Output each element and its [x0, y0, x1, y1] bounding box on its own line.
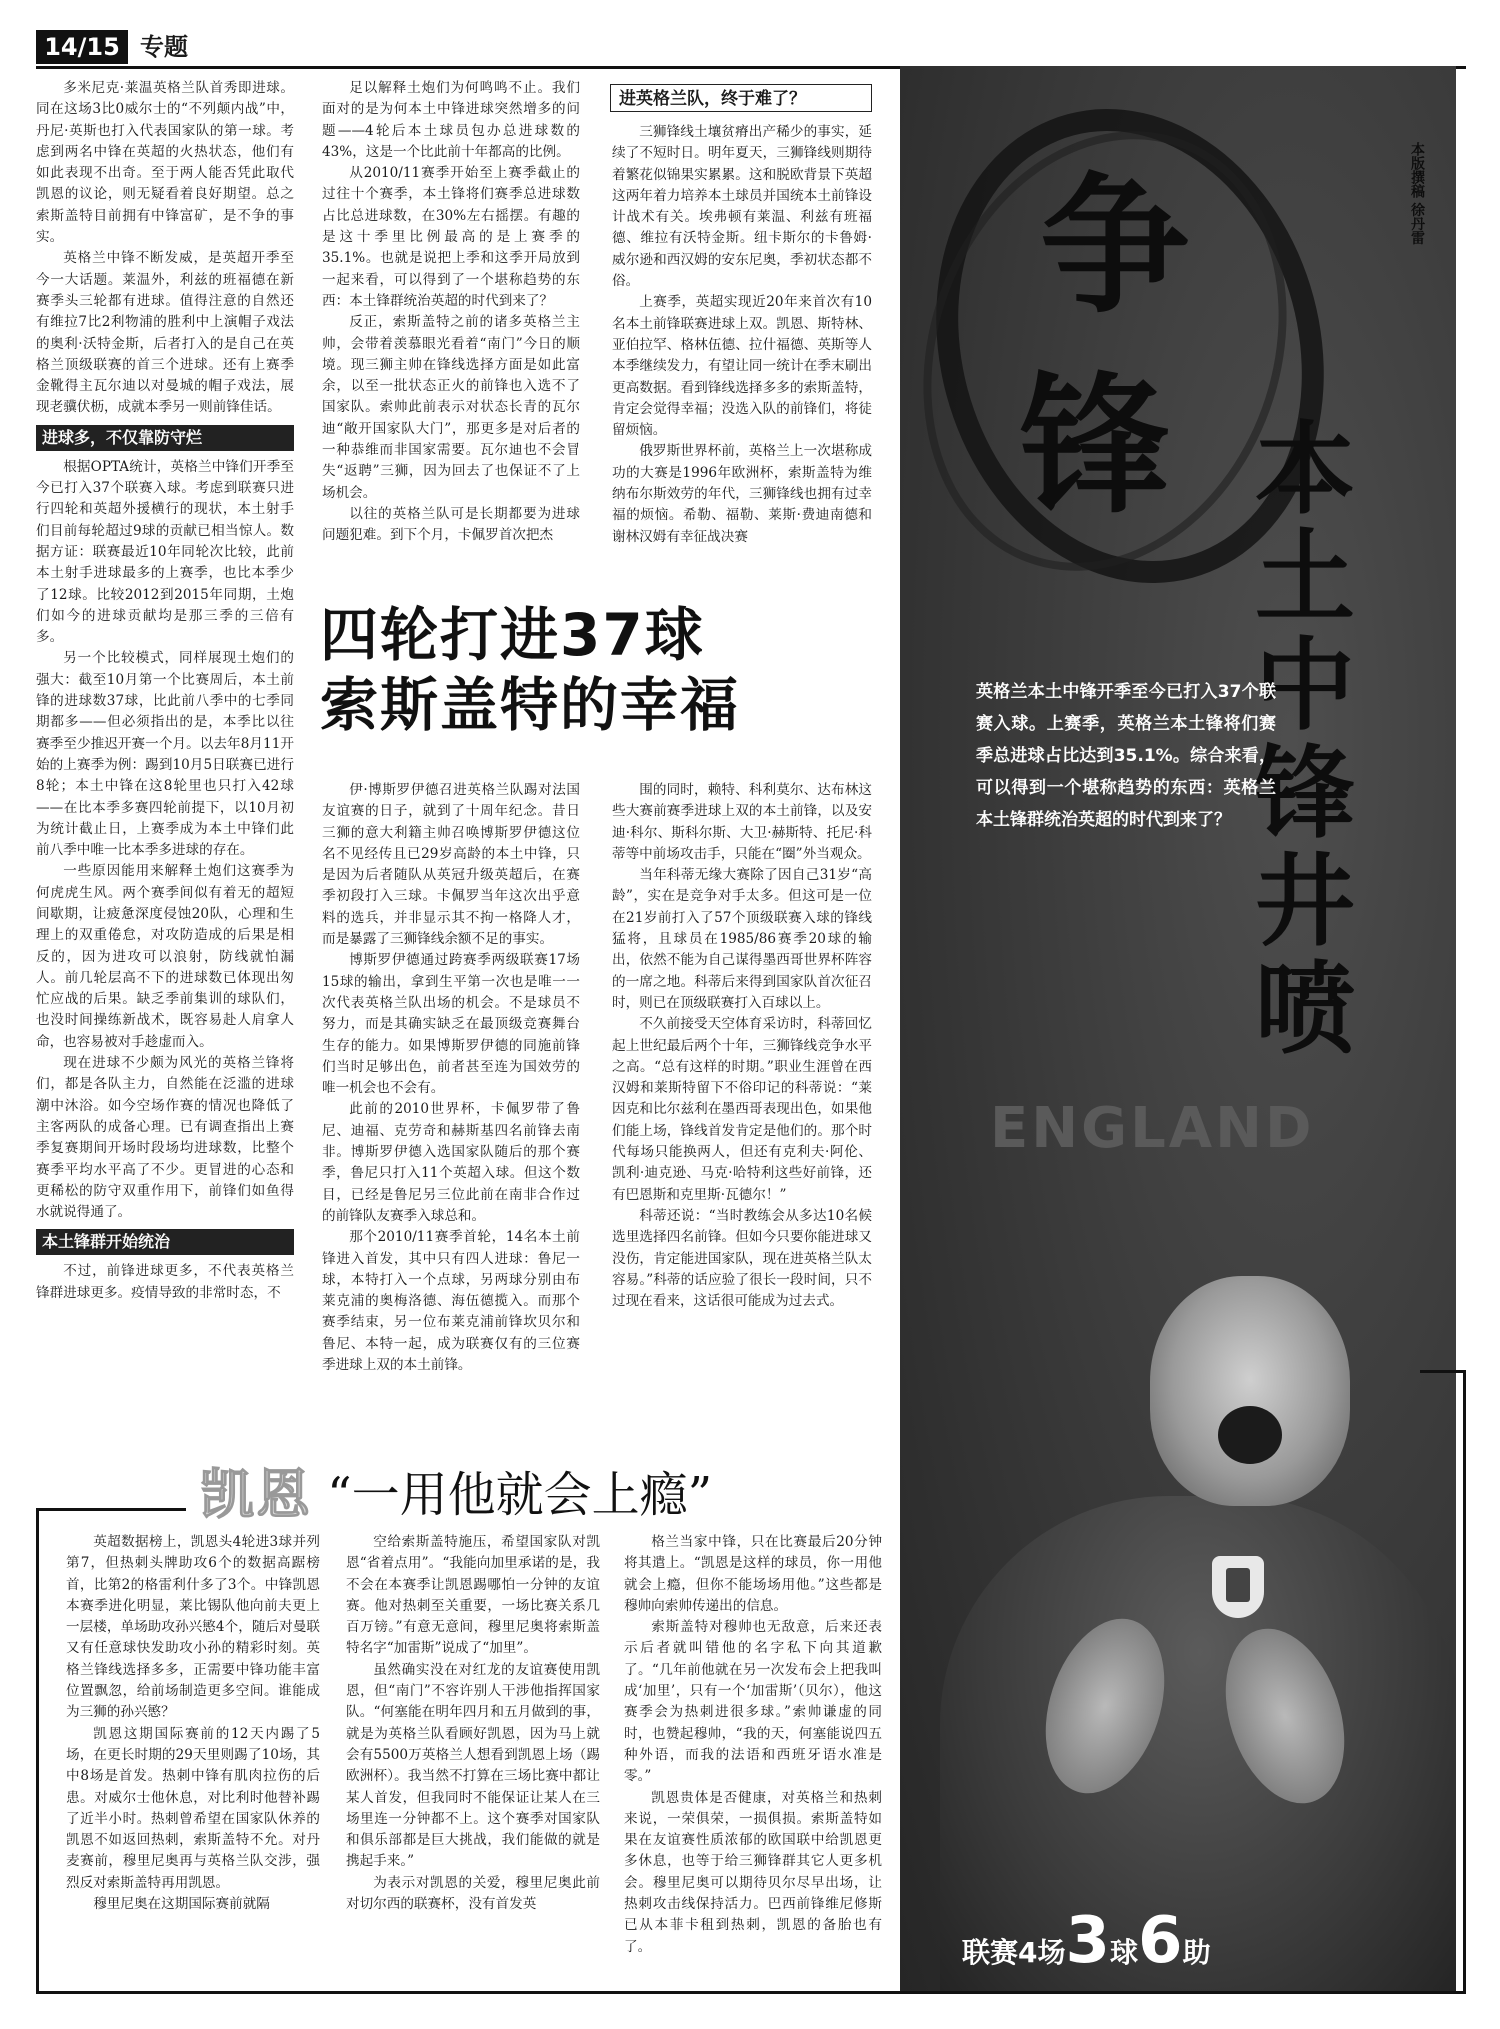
- article-column-4: [322, 780, 580, 1440]
- paragraph: 以往的英格兰队可是长期都要为进球问题犯难。到下个月，卡佩罗首次把杰: [322, 505, 580, 544]
- summary-text: 英格兰本土中锋开季至今已打入37个联赛入球。上赛季，英格兰本土锋将们赛季总进球占比达到35.1%。综合来看，可以得到一个堪称趋势的东西：英格兰本土锋群统治英超的时代到来了？: [976, 682, 1276, 830]
- paragraph: 足以解释土炮们为何鸣鸣不止。我们面对的是为何本土中锋进球突然增多的问题——4轮后本土球员包办总进球数的43%，这是一个比此前十年都高的比例。: [322, 80, 580, 160]
- vertical-title: 本土中锋井喷: [1255, 411, 1355, 1068]
- paragraph: 不过，前锋进球更多，不代表英格兰锋群进球更多。疫情导致的非常时态，不: [36, 1263, 294, 1301]
- feature-title-name: 凯恩: [200, 1463, 312, 1526]
- paragraph: 从2010/11赛季开始至上赛季截止的过往十个赛季，本土锋将们赛季总进球数占比总进球数，在30%左右摇摆。有趣的是这十季里比例最高的是上赛季的35.1%。也就是说把上季和这季开局放到一起来看，可以得到了一个堪称趋势的东西：本土锋群统治英超的时代到来了？: [322, 165, 580, 309]
- paragraph: 空给索斯盖特施压，希望国家队对凯恩“省着点用”。“我能向加里承诺的是，我不会在本赛季让凯恩踢哪怕一分钟的友谊赛。他对热刺至关重要，一场比赛关系几百万镑。”有意无意间，穆里尼奥将索斯盖特名字“加雷斯”说成了“加里”。: [346, 1534, 600, 1657]
- paragraph: 当年科蒂无缘大赛除了因自己31岁“高龄”，实在是竞争对手太多。但这可是一位在21岁前打入了57个顶级联赛入球的锋线猛将，且球员在1985/86赛季20球的输出，依然不能为自己谋得墨西哥世界杯阵容的一席之地。科蒂后来得到国家队首次征召时，则已在顶级联赛打入百球以上。: [612, 867, 872, 1011]
- player-head: [1150, 1276, 1350, 1506]
- paragraph: 穆里尼奥在这期国际赛前就隔: [93, 1896, 270, 1913]
- paragraph: 围的同时，赖特、科利莫尔、达布林这些大赛前赛季进球上双的本土前锋，以及安迪·科尔、斯科尔斯、大卫·赫斯特、托尼·科蒂等中前场攻击手，只能在“圈”外当观众。: [612, 782, 872, 862]
- page-header: [36, 30, 1466, 64]
- paragraph: 英超数据榜上，凯恩头4轮进3球并列第7，但热刺头牌助攻6个的数据高踞榜首，比第2的格雷利什多了3个。中锋凯恩本赛季进化明显，莱比锡队他向前夫更上一层楼，单场助攻孙兴慜4个，随后对曼联又有任意球快发助攻小孙的精彩时刻。英格兰锋线选择多多，正需要中锋功能丰富位置飘忽，给前场制造更多空间。谁能成为三狮的孙兴慜？: [66, 1534, 320, 1721]
- section-title: 专题: [140, 33, 188, 61]
- feature-frame: [36, 1508, 39, 1994]
- paragraph: 上赛季，英超实现近20年来首次有10名本土前锋联赛进球上双。凯恩、斯特林、亚伯拉罕、格林伍德、拉什福德、英斯等人本季继续发力，有望让同一统计在季末刷出更高数据。看到锋线选择多多的索斯盖特，肯定会觉得幸福；没选入队的前锋们，将徒留烦恼。: [612, 294, 872, 439]
- paragraph: 科蒂还说：“当时教练会从多达10名候选里选择四名前锋。但如今只要你能进球又没伤，肯定能进国家队，现在进英格兰队太容易。”科蒂的话应验了很长一段时间，只不过现在看来，这话很可能成为过去式。: [612, 1207, 872, 1310]
- feature-title-quote: “一用他就会上瘾”: [327, 1467, 713, 1523]
- stat-line: [962, 1904, 1211, 1978]
- paragraph: 一些原因能用来解释土炮们这赛季为何虎虎生风。两个赛季间似有着无的超短间歇期，让疲惫深度侵蚀20队，心理和生理上的双重倦怠，对攻防造成的后果是相反的，因为进攻可以浪射，防线就怕漏人。前几轮层高不下的进球数已体现出匆忙应战的后果。缺乏季前集训的球队们，也没时间操练新战术，既容易赴人肩拿人命，也容易被对手趁虚而入。: [36, 863, 294, 1050]
- title-char-2: 锋: [1020, 358, 1171, 534]
- paragraph: 为表示对凯恩的关爱，穆里尼奥此前对切尔西的联赛杯，没有首发英: [346, 1874, 600, 1913]
- article-column-3: [612, 122, 872, 586]
- paragraph: 博斯罗伊德通过跨赛季两级联赛17场15球的输出，拿到生平第一次也是唯一一次代表英格兰队出场的机会。不是球员不努力，而是其确实缺乏在最顶级竞赛舞台生存的能力。如果博斯罗伊德的同施前锋们当时足够出色，前者甚至连为国效劳的唯一机会也不会有。: [322, 952, 580, 1097]
- feature-column-1: [66, 1532, 320, 1984]
- paragraph: 根据OPTA统计，英格兰中锋们开季至今已打入37个联赛入球。考虑到联赛只进行四轮和英超外援横行的现状，本土射手们目前每轮超过9球的贡献已相当惊人。数据方证：联赛最近10年同轮次比较，此前本土射手进球最多的上赛季，也比本季少了12球。比较2012到2015年同期，土炮们如今的进球贡献均是那三季的三倍有多。: [36, 458, 294, 646]
- stat-assists-unit: 助: [1182, 1936, 1211, 1969]
- subheading: 进球多，不仅靠防守烂: [36, 425, 294, 451]
- feature-photo-panel: [900, 66, 1456, 1991]
- stat-goals: 3: [1065, 1904, 1111, 1978]
- feature-column-3: [624, 1532, 882, 1984]
- page-number: 14/15: [36, 30, 128, 64]
- feature-title: [200, 1452, 713, 1526]
- england-backdrop-text: ENGLAND: [990, 1096, 1315, 1161]
- feature-frame: [36, 1991, 1466, 1994]
- paragraph: 英格兰中锋不断发威，是英超开季至今一大话题。莱温外，利兹的班福德在新赛季头三轮都有进球。值得注意的自然还有维拉7比2利物浦的胜利中上演帽子戏法的奥利·沃特金斯，后者打入的是自己在英格兰顶级联赛的首三个进球。还有上赛季金靴得主瓦尔迪以对曼城的帽子戏法，展现老骥伏枥，成就本季另一则前锋佳话。: [36, 250, 294, 416]
- paragraph: 伊·博斯罗伊德召进英格兰队踢对法国友谊赛的日子，就到了十周年纪念。昔日三狮的意大利籍主帅召唤博斯罗伊德这位名不见经传且已29岁高龄的本土中锋，只是因为后者随队从英冠升级英超后，在赛季初段打入三球。卡佩罗当年这次出乎意料的选兵，并非显示其不拘一格降人才，而是暴露了三狮锋线余额不足的事实。: [322, 782, 580, 948]
- stat-goals-unit: 球: [1110, 1936, 1139, 1969]
- paragraph: 索斯盖特对穆帅也无敌意，后来还表示后者就叫错他的名字私下向其道歉了。“几年前他就在另一次发布会上把我叫成‘加里’，只有一个‘加雷斯’（贝尔），他这赛季会为热刺进很多球。”索帅谦虚的同时，也赞起穆帅，“我的天，何塞能说四五种外语，而我的法语和西班牙语水准是零。”: [624, 1619, 882, 1785]
- paragraph: 凯恩贵体是否健康，对英格兰和热刺来说，一荣俱荣，一损俱损。索斯盖特如果在友谊赛性质浓郁的欧国联中给凯恩更多休息，也等于给三狮锋群其它人更多机会。穆里尼奥可以期待贝尔尽早出场，让热刺攻击线保持活力。巴西前锋维尼修斯已从本菲卡租到热刺，凯恩的备胎也有了。: [624, 1789, 882, 1955]
- england-crest-icon: [1212, 1556, 1264, 1618]
- byline: 本版撰稿 徐丹雷: [1409, 142, 1425, 245]
- paragraph: 反正，索斯盖特之前的诸多英格兰主帅，会带着羡慕眼光看着“南门”今日的顺境。现三狮主帅在锋线选择方面是如此富余，以至一批状态正火的前锋也入选不了国家队。索帅此前表示对状态长青的瓦尔迪“敞开国家队大门”，那更多是对后者的一种恭维而非国家需要。瓦尔迪也不会冒失“返聘”三狮，因为回去了也保证不了上场机会。: [322, 314, 580, 501]
- stat-assists: 6: [1138, 1904, 1183, 1978]
- feature-frame: [1463, 1370, 1466, 1994]
- paragraph: 另一个比较模式，同样展现土炮们的强大：截至10月第一个比赛周后，本土前锋的进球数37球，比此前八季中的七季同期都多——但必须指出的是，本季比以往赛季至少推迟开赛一个月。以去年8月11开始的上赛季为例：踢到10月5日联赛已进行8轮；本土中锋在这8轮里也只打入42球——在比本季多赛四轮前提下，以10月初为统计截止日，上赛季成为本土中锋们此前八季中唯一比本季多进球的存在。: [36, 650, 294, 859]
- feature-frame: [1420, 1370, 1466, 1373]
- article-column-2: [322, 78, 580, 586]
- paragraph: 虽然确实没在对红龙的友谊赛使用凯恩，但“南门”不容许别人干涉他指挥国家队。“何塞能在明年四月和五月做到的事，就是为英格兰队看顾好凯恩，因为马上就会有5500万英格兰人想看到凯恩上场（踢欧洲杯）。我当然不打算在三场比赛中都让某人首发，但我同时不能保证让某人在三场里连一分钟都不上。这个赛季对国家队和俱乐部都是巨大挑战，我们能做的就是携起手来。”: [346, 1661, 600, 1870]
- title-char-1: 争: [1040, 158, 1191, 334]
- paragraph: 不久前接受天空体育采访时，科蒂回忆起上世纪最后两个十年，三狮锋线竞争水平之高。“总有这样的时期。”职业生涯曾在西汉姆和莱斯特留下不俗印记的科蒂说：“莱因克和比尔兹利在墨西哥表现出色，如果他们能上场，锋线首发肯定是他们的。那个时代每场只能换两人，但还有克利夫·阿伦、凯利·迪克逊、马克·哈特利这些好前锋，还有巴恩斯和克里斯·瓦德尔！”: [612, 1016, 872, 1203]
- paragraph: 格兰当家中锋，只在比赛最后20分钟将其遣上。“凯恩是这样的球员，你一用他就会上瘾，但你不能场场用他。”这些都是穆帅向索帅传递出的信息。: [624, 1534, 882, 1614]
- paragraph: 此前的2010世界杯，卡佩罗带了鲁尼、迪福、克劳奇和赫斯基四名前锋去南非。博斯罗伊德入选国家队随后的那个赛季，鲁尼只打入11个英超入球。但这个数目，已经是鲁尼另三位此前在南非合作过的前锋队友赛季入球总和。: [322, 1101, 580, 1224]
- subheading: 本土锋群开始统治: [36, 1229, 294, 1255]
- paragraph: 凯恩这期国际赛前的12天内踢了5场，在更长时期的29天里则踢了10场，其中8场是首发。热刺中锋有肌肉拉伤的后患。对威尔士他休息，对比利时他替补踢了近半小时。热刺曾希望在国家队休养的凯恩不如返回热刺，索斯盖特不允。对丹麦赛前，穆里尼奥再与英格兰队交涉，强烈反对索斯盖特再用凯恩。: [66, 1725, 320, 1891]
- article-column-1: [36, 78, 294, 1488]
- feature-frame: [36, 1508, 186, 1511]
- stat-prefix: 联赛4场: [962, 1936, 1066, 1969]
- headline-line-2: 索斯盖特的幸福: [320, 671, 741, 739]
- article-column-5: [612, 780, 872, 1440]
- paragraph: 现在进球不少颇为风光的英格兰锋将们，都是各队主力，自然能在泛滥的进球潮中沐浴。如今空场作赛的情况也降低了主客两队的成备心理。已有调查指出上赛季复赛期间开场时段场均进球数，比整个赛季平均水平高了不少。更冒进的心态和更稀松的防守双重作用下，前锋们如鱼得水就说得通了。: [36, 1055, 294, 1221]
- headline: [320, 600, 880, 740]
- paragraph: 俄罗斯世界杯前，英格兰上一次堪称成功的大赛是1996年欧洲杯，索斯盖特为维纳布尔斯效劳的年代，三狮锋线也拥有过幸福的烦恼。希勒、福勒、莱斯·费迪南德和谢林汉姆有幸征战决赛: [612, 443, 872, 545]
- paragraph: 那个2010/11赛季首轮，14名本土前锋进入首发，其中只有四人进球：鲁尼一球，本特打入一个点球，另两球分别由布莱克浦的奥梅洛德、海伍德揽入。而那个赛季结束，另一位布莱克浦前锋坎贝尔和鲁尼、本特一起，成为联赛仅有的三位赛季进球上双的本土前锋。: [322, 1229, 580, 1374]
- paragraph: 三狮锋线土壤贫瘠出产稀少的事实，延续了不短时日。明年夏天，三狮锋线则期待着繁花似锦果实累累。这和脱欧背景下英超这两年着力培养本土球员并国统本土前锋设计战术有关。埃弗顿有莱温、利兹有班福德、维拉有沃特金斯。纽卡斯尔的卡鲁姆·威尔逊和西汉姆的安东尼奥，季初状态都不俗。: [612, 124, 872, 290]
- player-mouth: [1218, 1406, 1282, 1464]
- feature-column-2: [346, 1532, 600, 1984]
- headline-line-1: 四轮打进37球: [320, 601, 705, 669]
- subheading-boxed: 进英格兰队，终于难了？: [610, 84, 872, 112]
- paragraph: 多米尼克·莱温英格兰队首秀即进球。同在这场3比0威尔士的“不列颠内战”中，丹尼·英斯也打入代表国家队的第一球。考虑到两名中锋在英超的火热状态，他们有如此表现不出奇。至于两人能否凭此取代凯恩的议论，则无疑看着良好期望。总之索斯盖特目前拥有中锋富矿，是不争的事实。: [36, 80, 294, 246]
